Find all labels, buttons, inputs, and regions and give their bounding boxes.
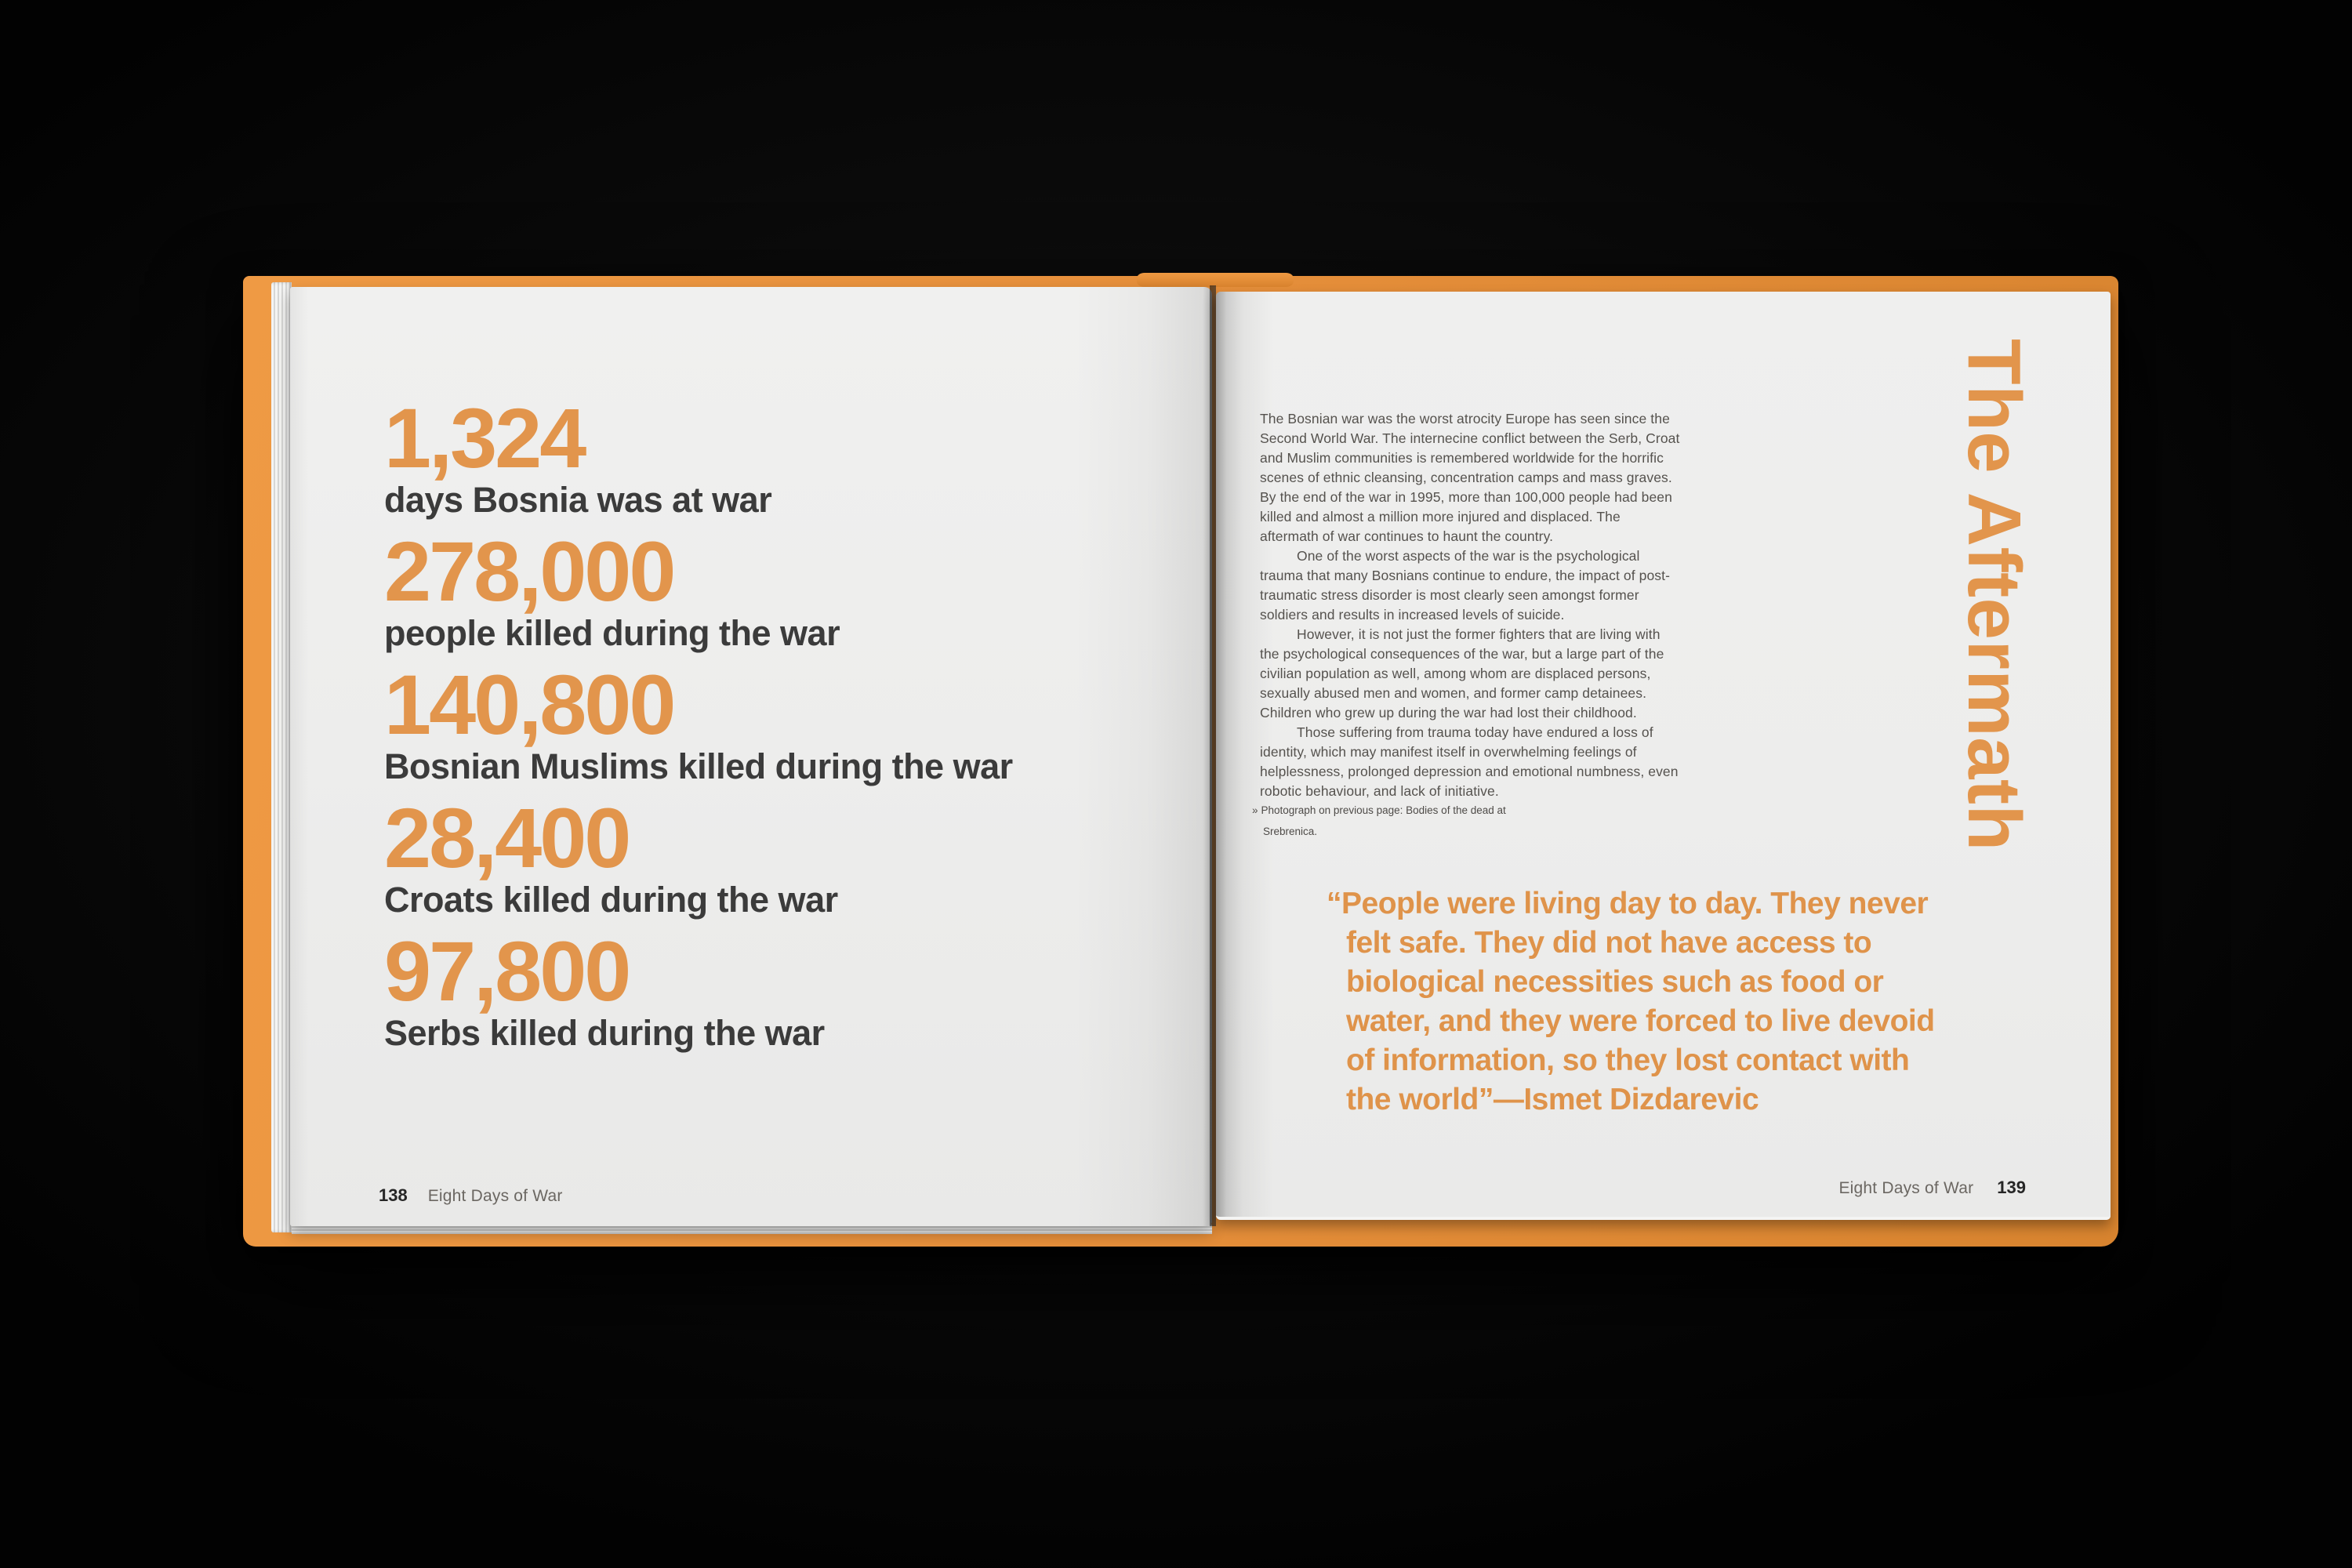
page-number: 138 bbox=[379, 1185, 408, 1205]
photo-caption bbox=[1252, 800, 1522, 842]
right-page bbox=[1216, 292, 2111, 1220]
stat-label: Serbs killed during the war bbox=[384, 1013, 825, 1053]
left-page-footer bbox=[379, 1185, 563, 1206]
page-edge-stack-left bbox=[271, 282, 292, 1232]
right-page-footer bbox=[1838, 1178, 2026, 1198]
stat-value: 140,800 bbox=[384, 657, 674, 752]
stat-value: 1,324 bbox=[384, 390, 585, 485]
stat-value: 28,400 bbox=[384, 790, 630, 885]
stat-item bbox=[384, 524, 1013, 653]
stat-item bbox=[384, 657, 1013, 786]
body-paragraph: The Bosnian war was the worst atrocity Europe has seen since the Second World War. The internecine conflict between the Serb, Croat and Muslim communities is remembered worldwide for the horrific scenes of ethnic cleansing, concentration camps and mass graves. By the end of the war in 1995, more than 100,000 people had been killed and almost a million more injured and displaced. The aftermath of war continues to haunt the country. bbox=[1260, 411, 1680, 544]
left-page bbox=[290, 287, 1212, 1226]
body-paragraph: Those suffering from trauma today have endured a loss of identity, which may manifest itself in overwhelming feelings of helplessness, prolonged depression and emotional numbness, even robotic behaviour, and lack of initiative. bbox=[1260, 724, 1679, 799]
photo-caption-text: Photograph on previous page: Bodies of the dead at Srebrenica. bbox=[1261, 804, 1506, 837]
stat-value: 97,800 bbox=[384, 924, 630, 1018]
body-paragraph: However, it is not just the former fighters that are living with the psychological consequences of the war, but a large part of the civilian population as well, among whom are displaced persons, sexually abused men and women, and former camp detainees. Children who grew up during the war had lost their childhood. bbox=[1260, 626, 1664, 720]
body-text-column bbox=[1260, 409, 1682, 801]
stat-label: Bosnian Muslims killed during the war bbox=[384, 746, 1013, 786]
stat-label: days Bosnia was at war bbox=[384, 480, 772, 520]
stat-item bbox=[384, 790, 1013, 920]
open-book bbox=[243, 276, 2118, 1247]
chapter-title-vertical: The Aftermath bbox=[1952, 339, 2036, 851]
page-number: 139 bbox=[1997, 1178, 2026, 1197]
stat-item bbox=[384, 390, 1013, 520]
stat-value: 278,000 bbox=[384, 524, 674, 619]
spine-crease bbox=[1210, 285, 1216, 1226]
double-angle-marker-icon: » bbox=[1252, 804, 1258, 816]
statistics-list bbox=[384, 390, 1013, 1067]
stat-label: Croats killed during the war bbox=[384, 880, 838, 920]
body-paragraph: One of the worst aspects of the war is the psychological trauma that many Bosnians continue to endure, the impact of post-traumatic stress disorder is most clearly seen amongst former soldiers and results in increased levels of suicide. bbox=[1260, 548, 1671, 622]
stat-label: people killed during the war bbox=[384, 613, 840, 653]
pull-quote: “People were living day to day. They never felt safe. They did not have access to biological necessities such as food or water, and they were forced to live devoid of information, so they lost contact with the world”—Ismet Dizdarevic bbox=[1327, 887, 1935, 1116]
stat-item bbox=[384, 924, 1013, 1053]
running-book-title: Eight Days of War bbox=[1838, 1179, 1974, 1197]
running-book-title: Eight Days of War bbox=[427, 1187, 563, 1205]
